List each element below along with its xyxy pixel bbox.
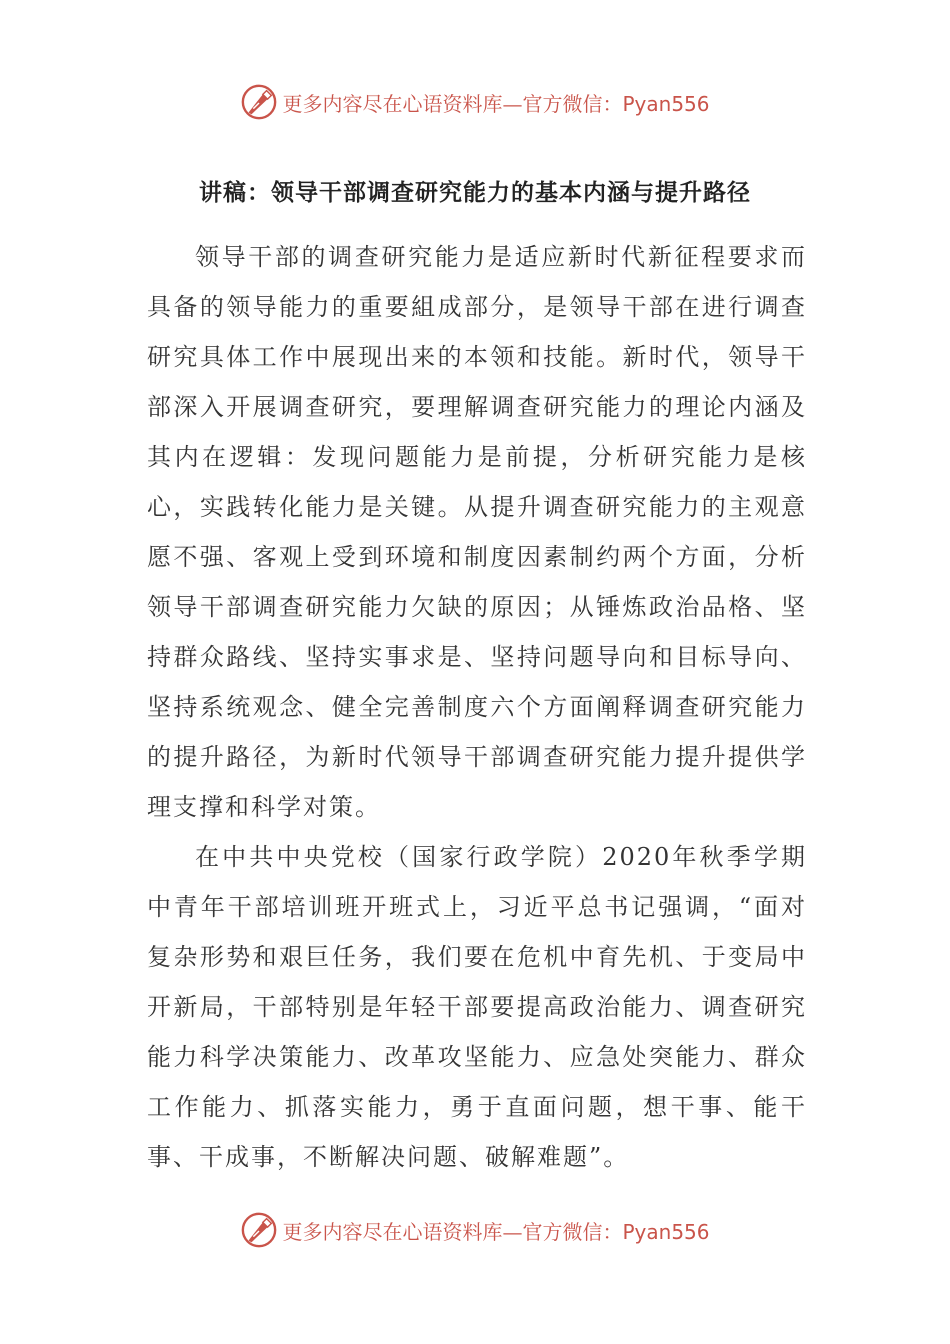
footer-banner bbox=[0, 1208, 950, 1252]
header-banner-wechat-id: Pyan556 bbox=[622, 91, 710, 116]
header-banner-text bbox=[282, 88, 709, 117]
footer-banner-wechat-id: Pyan556 bbox=[622, 1219, 710, 1244]
header-banner-text-main: 更多内容尽在心语资料库—官方微信： bbox=[282, 91, 623, 116]
footer-banner-text bbox=[282, 1216, 709, 1245]
paragraph-1: 领导干部的调查研究能力是适应新时代新征程要求而具备的领导能力的重要組成部分，是领导干部在进行调查研究具体工作中展现出来的本领和技能。新时代，领导干部深入开展调查研究，要理解调查研究能力的理论内涵及其内在逻辑：发现问题能力是前提，分析研究能力是核心，实践转化能力是关键。从提升调查研究能力的主观意愿不强、客观上受到环境和制度因素制约两个方面，分析领导干部调查研究能力欠缺的原因；从锤炼政治品格、坚持群众路线、坚持实事求是、坚持问题导向和目标导向、坚持系统观念、健全完善制度六个方面阐释调查研究能力的提升路径，为新时代领导干部调查研究能力提升提供学理支撑和科学对策。 bbox=[147, 243, 807, 821]
pen-nib-logo-icon bbox=[240, 1211, 278, 1249]
paragraph-2: 在中共中央党校（国家行政学院）2020年秋季学期中青年干部培训班开班式上，习近平总书记强调，“面对复杂形势和艰巨任务，我们要在危机中育先机、于变局中开新局，干部特别是年轻干部要提高政治能力、调查研究能力科学决策能力、改革攻坚能力、应急处突能力、群众工作能力、抓落实能力，勇于直面问题，想干事、能干事、干成事，不断解决问题、破解难题”。 bbox=[147, 843, 807, 1171]
document-title: 讲稿：领导干部调查研究能力的基本内涵与提升路径 bbox=[199, 180, 751, 206]
pen-nib-logo-icon bbox=[240, 83, 278, 121]
header-banner bbox=[0, 80, 950, 124]
document-body bbox=[147, 232, 807, 1182]
footer-banner-text-main: 更多内容尽在心语资料库—官方微信： bbox=[282, 1219, 623, 1244]
